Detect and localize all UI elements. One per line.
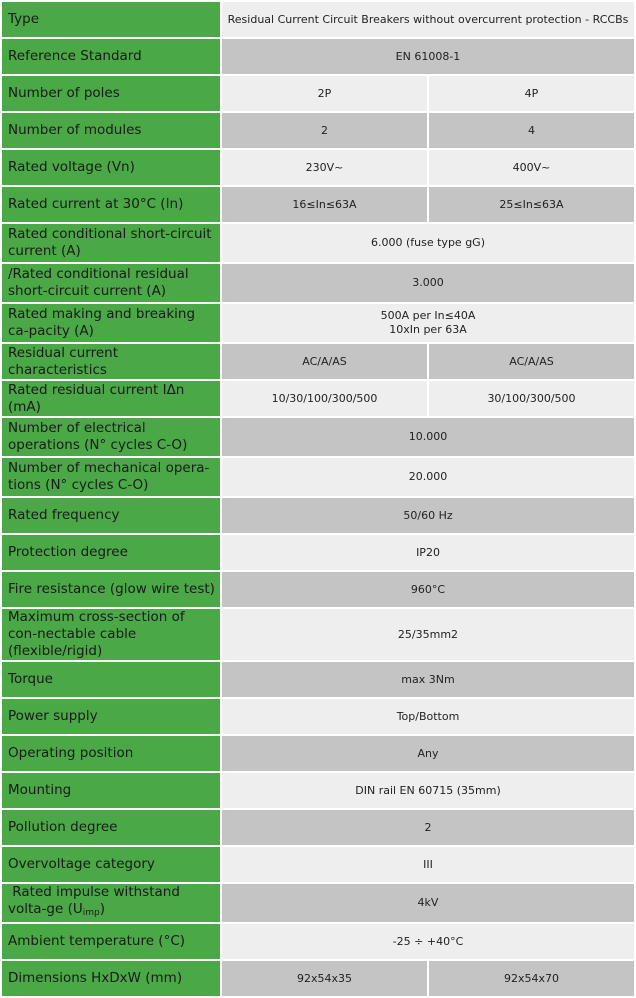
row-label-main: Rated impulse withstand volta-ge (U xyxy=(8,884,185,917)
row-label: Mounting xyxy=(1,772,221,809)
table-row xyxy=(1,809,635,846)
row-value-2p: 2P xyxy=(221,75,428,112)
row-value: 960°C xyxy=(221,571,635,608)
row-label: Rated current at 30°C (In) xyxy=(1,186,221,223)
row-label: Number of electrical operations (N° cycles C-O) xyxy=(1,417,221,457)
row-value xyxy=(221,303,635,343)
row-value: IP20 xyxy=(221,534,635,571)
row-value-2p: AC/A/AS xyxy=(221,343,428,380)
row-label xyxy=(1,883,221,923)
row-label: Ambient temperature (°C) xyxy=(1,923,221,960)
row-value: Any xyxy=(221,735,635,772)
table-row xyxy=(1,923,635,960)
row-value-4p: 25≤In≤63A xyxy=(428,186,635,223)
row-label: Rated making and breaking ca-pacity (A) xyxy=(1,303,221,343)
row-value: 3.000 xyxy=(221,263,635,303)
row-value: 50/60 Hz xyxy=(221,497,635,534)
table-row xyxy=(1,223,635,263)
row-label: Operating position xyxy=(1,735,221,772)
row-label: Residual current characteristics xyxy=(1,343,221,380)
row-value-line-2: 10xIn per 63A xyxy=(389,323,467,336)
row-value-2p: 92x54x35 xyxy=(221,960,428,997)
table-row xyxy=(1,698,635,735)
row-label: Dimensions HxDxW (mm) xyxy=(1,960,221,997)
table-row xyxy=(1,303,635,343)
row-label: Number of mechanical opera-tions (N° cycles C-O) xyxy=(1,457,221,497)
row-value-line-1: 500A per In≤40A xyxy=(380,309,476,322)
table-row xyxy=(1,497,635,534)
row-value-4p: 30/100/300/500 xyxy=(428,380,635,417)
row-value: III xyxy=(221,846,635,883)
row-label: Torque xyxy=(1,661,221,698)
table-row xyxy=(1,608,635,661)
table-row xyxy=(1,534,635,571)
table-row xyxy=(1,186,635,223)
row-value: 25/35mm2 xyxy=(221,608,635,661)
row-value: max 3Nm xyxy=(221,661,635,698)
row-label: Rated conditional short-circuit current (A) xyxy=(1,223,221,263)
row-label: Maximum cross-section of con-nectable cable (flexible/rigid) xyxy=(1,608,221,661)
row-value: 4kV xyxy=(221,883,635,923)
row-value: 20.000 xyxy=(221,457,635,497)
table-row xyxy=(1,1,635,38)
row-label: Number of modules xyxy=(1,112,221,149)
table-row xyxy=(1,380,635,417)
row-label: Pollution degree xyxy=(1,809,221,846)
row-value-2p: 10/30/100/300/500 xyxy=(221,380,428,417)
row-label: /Rated conditional residual short-circuit current (A) xyxy=(1,263,221,303)
row-value-4p: 4 xyxy=(428,112,635,149)
row-label: Overvoltage category xyxy=(1,846,221,883)
table-row xyxy=(1,735,635,772)
row-label: Power supply xyxy=(1,698,221,735)
row-value: 6.000 (fuse type gG) xyxy=(221,223,635,263)
row-value: Top/Bottom xyxy=(221,698,635,735)
row-label-end: ) xyxy=(99,901,106,917)
table-row xyxy=(1,263,635,303)
row-value-2p: 16≤In≤63A xyxy=(221,186,428,223)
table-row xyxy=(1,661,635,698)
row-label: Protection degree xyxy=(1,534,221,571)
row-label: Type xyxy=(1,1,221,38)
table-row xyxy=(1,846,635,883)
row-label: Reference Standard xyxy=(1,38,221,75)
table-row xyxy=(1,38,635,75)
row-value: 10.000 xyxy=(221,417,635,457)
table-row xyxy=(1,772,635,809)
table-row xyxy=(1,457,635,497)
table-row xyxy=(1,149,635,186)
row-label: Rated voltage (Vn) xyxy=(1,149,221,186)
row-value-4p: 400V~ xyxy=(428,149,635,186)
table-row xyxy=(1,343,635,380)
row-value-2p: 2 xyxy=(221,112,428,149)
table-row xyxy=(1,571,635,608)
table-row xyxy=(1,960,635,997)
row-label: Fire resistance (glow wire test) xyxy=(1,571,221,608)
row-value: -25 ÷ +40°C xyxy=(221,923,635,960)
row-value: EN 61008-1 xyxy=(221,38,635,75)
row-label-subscript: imp xyxy=(82,908,100,918)
table-row xyxy=(1,112,635,149)
row-label: Rated residual current IΔn (mA) xyxy=(1,380,221,417)
table-row xyxy=(1,883,635,923)
row-label: Number of poles xyxy=(1,75,221,112)
row-value-4p: 4P xyxy=(428,75,635,112)
row-value-4p: 92x54x70 xyxy=(428,960,635,997)
table-row xyxy=(1,75,635,112)
table-row xyxy=(1,417,635,457)
row-label: Rated frequency xyxy=(1,497,221,534)
row-value: Residual Current Circuit Breakers without overcurrent protection - RCCBs xyxy=(221,1,635,38)
row-value: DIN rail EN 60715 (35mm) xyxy=(221,772,635,809)
row-value-2p: 230V~ xyxy=(221,149,428,186)
row-value-4p: AC/A/AS xyxy=(428,343,635,380)
row-value: 2 xyxy=(221,809,635,846)
